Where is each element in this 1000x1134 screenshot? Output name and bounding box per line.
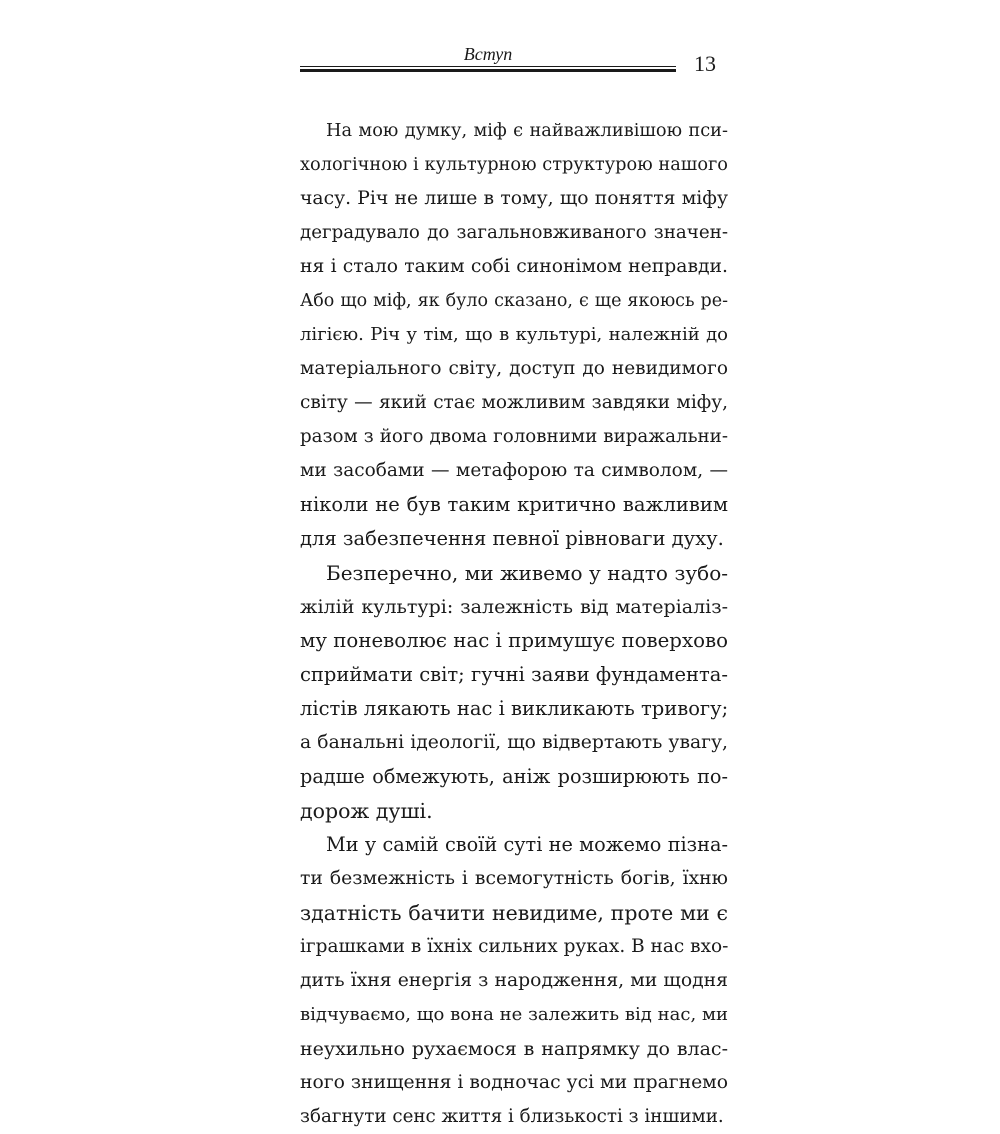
text-line: Безперечно, ми живемо у надто зубо- bbox=[326, 561, 728, 585]
page-number: 13 bbox=[694, 51, 716, 76]
text-line: здатність бачити невидиме, проте ми є bbox=[300, 901, 728, 925]
text-line: радше обмежують, аніж розширюють по- bbox=[300, 765, 728, 788]
text-line: сприймати світ; гучні заяви фундамента- bbox=[300, 663, 728, 686]
text-line: неухильно рухаємося в напрямку до влас- bbox=[300, 1038, 728, 1060]
text-line: збагнути сенс життя і близькості з іншими. bbox=[300, 1106, 724, 1127]
text-line: Або що міф, як було сказано, є ще якоюсь ре- bbox=[300, 291, 728, 311]
text-line: разом з його двома головними виражальни- bbox=[300, 426, 728, 447]
text-line: світу — який стає можливим завдяки міфу, bbox=[300, 392, 728, 413]
text-line: ніколи не був таким критично важливим bbox=[300, 493, 728, 516]
text-line: деградувало до загальновживаного значен- bbox=[300, 222, 728, 243]
text-line: ми засобами — метафорою та символом, — bbox=[300, 460, 728, 481]
body-text bbox=[300, 114, 728, 1134]
text-line: ти безмежність і всемогутність богів, їхню bbox=[300, 868, 728, 889]
text-line: дорож душі. bbox=[300, 799, 433, 823]
text-line: ного знищення і водночас усі ми прагнемо bbox=[300, 1072, 728, 1093]
text-line: іграшками в їхніх сильних руках. В нас вхо- bbox=[300, 936, 728, 957]
text-line: матеріального світу, доступ до невидимого bbox=[300, 358, 728, 379]
text-line: а банальні ідеології, що відвертають увагу, bbox=[300, 732, 728, 753]
text-line: жілій культурі: залежність від матеріаліз- bbox=[300, 596, 728, 618]
header-rule-thin bbox=[300, 66, 676, 67]
text-line: дить їхня енергія з народження, ми щодня bbox=[300, 970, 728, 991]
text-line: лістів лякають нас і викликають тривогу; bbox=[300, 697, 728, 720]
paragraph-3 bbox=[300, 828, 728, 1134]
running-header-title: Вступ bbox=[463, 44, 513, 64]
text-line: хологічною і культурною структурою нашого bbox=[300, 155, 728, 175]
text-line: На мою думку, міф є найважливішою пси- bbox=[326, 121, 728, 141]
text-line: лігією. Річ у тім, що в культурі, належній до bbox=[300, 324, 728, 345]
paragraph-2 bbox=[300, 556, 728, 828]
text-line: для забезпечення певної рівноваги духу. bbox=[300, 527, 724, 550]
text-line: відчуваємо, що вона не залежить від нас, ми bbox=[300, 1004, 728, 1025]
paragraph-1 bbox=[300, 114, 728, 556]
text-line: му поневолює нас і примушує поверхово bbox=[300, 629, 728, 652]
header-rule-thick bbox=[300, 69, 676, 72]
text-line: ня і стало таким собі синонімом неправди. bbox=[300, 256, 728, 277]
text-line: часу. Річ не лише в тому, що поняття міфу bbox=[300, 188, 728, 209]
text-line: Ми у самій своїй суті не можемо пізна- bbox=[326, 833, 728, 856]
